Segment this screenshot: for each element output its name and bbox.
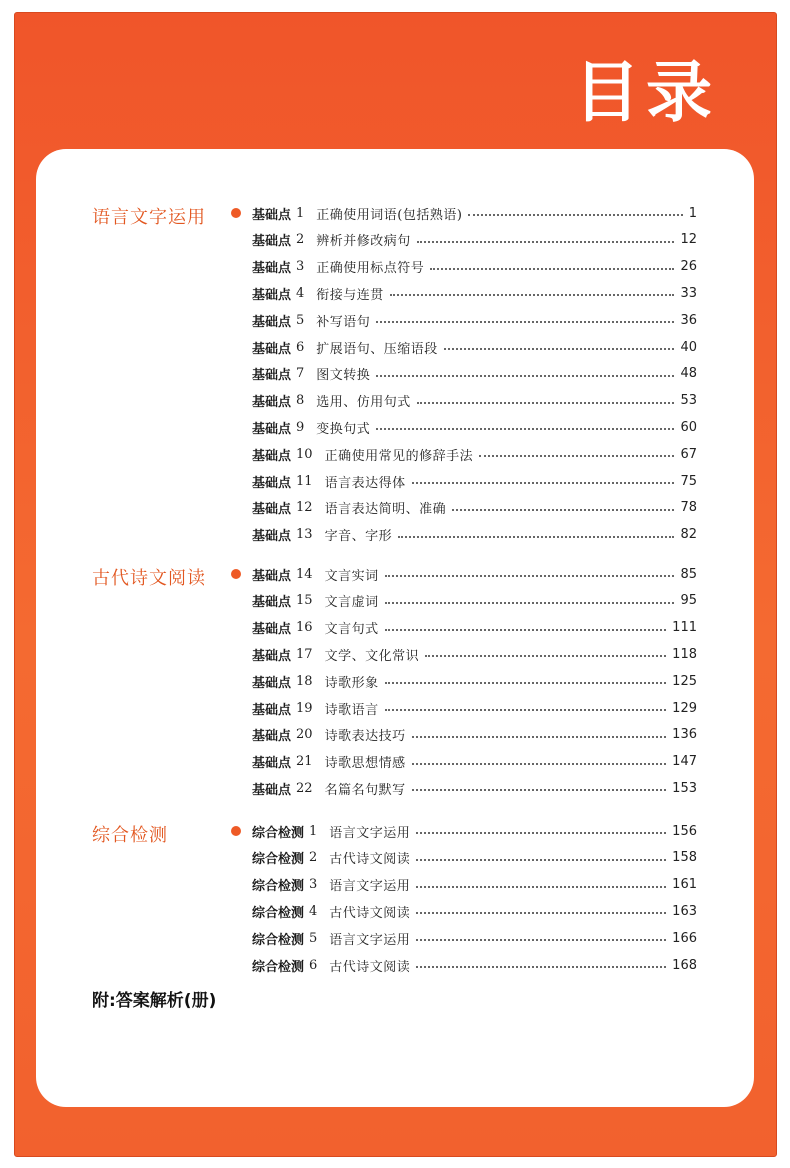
entry-title: 补写语句 bbox=[316, 314, 371, 330]
toc-entry[interactable] bbox=[252, 416, 697, 438]
entry-label: 基础点 bbox=[252, 702, 292, 718]
entry-page: 53 bbox=[680, 393, 697, 409]
entry-label: 基础点 bbox=[252, 568, 292, 584]
section-title: 古代诗文阅读 bbox=[92, 568, 206, 589]
entry-page: 168 bbox=[672, 957, 697, 973]
toc-entry[interactable] bbox=[252, 820, 697, 842]
entry-label: 基础点 bbox=[252, 395, 292, 411]
toc-entry[interactable] bbox=[252, 229, 697, 251]
entry-title: 辨析并修改病句 bbox=[316, 234, 411, 250]
entry-title: 正确使用词语(包括熟语) bbox=[316, 207, 463, 223]
entry-number: 18 bbox=[296, 673, 313, 689]
entry-title: 字音、字形 bbox=[324, 529, 393, 545]
entry-number: 17 bbox=[296, 646, 313, 662]
entry-label: 综合检测 bbox=[252, 959, 305, 975]
entry-page: 161 bbox=[672, 877, 697, 893]
leader-dots bbox=[444, 348, 675, 350]
entry-number: 3 bbox=[296, 259, 305, 275]
entry-label: 基础点 bbox=[252, 421, 292, 437]
toc-entry[interactable] bbox=[252, 874, 697, 896]
entry-title: 正确使用标点符号 bbox=[316, 261, 425, 277]
leader-dots bbox=[412, 789, 667, 791]
toc-entry[interactable] bbox=[252, 724, 697, 746]
toc-entry[interactable] bbox=[252, 954, 697, 976]
leader-dots bbox=[385, 682, 667, 684]
leader-dots bbox=[412, 736, 667, 738]
entry-title: 扩展语句、压缩语段 bbox=[316, 341, 438, 357]
entry-title: 文言虚词 bbox=[324, 595, 379, 611]
entry-number: 1 bbox=[296, 205, 305, 221]
leader-dots bbox=[416, 832, 666, 834]
toc-entry[interactable] bbox=[252, 497, 697, 519]
entry-number: 21 bbox=[296, 754, 313, 770]
leader-dots bbox=[416, 886, 666, 888]
entry-page: 36 bbox=[680, 312, 697, 328]
entry-label: 基础点 bbox=[252, 234, 292, 250]
entry-label: 基础点 bbox=[252, 648, 292, 664]
leader-dots bbox=[416, 966, 666, 968]
entry-label: 综合检测 bbox=[252, 879, 305, 895]
toc-entry[interactable] bbox=[252, 590, 697, 612]
entry-title: 古代诗文阅读 bbox=[329, 905, 411, 921]
toc-entry[interactable] bbox=[252, 390, 697, 412]
entry-title: 文言句式 bbox=[324, 622, 379, 638]
entry-title: 语言文字运用 bbox=[329, 879, 411, 895]
entry-label: 基础点 bbox=[252, 207, 292, 223]
entry-label: 综合检测 bbox=[252, 932, 305, 948]
entry-label: 基础点 bbox=[252, 341, 292, 357]
leader-dots bbox=[398, 536, 674, 538]
entry-label: 基础点 bbox=[252, 261, 292, 277]
entry-number: 19 bbox=[296, 700, 313, 716]
entry-page: 158 bbox=[672, 850, 697, 866]
entry-label: 基础点 bbox=[252, 622, 292, 638]
leader-dots bbox=[425, 655, 666, 657]
entry-number: 5 bbox=[296, 312, 305, 328]
entry-page: 78 bbox=[680, 500, 697, 516]
entry-page: 153 bbox=[672, 780, 697, 796]
entry-number: 8 bbox=[296, 393, 305, 409]
entry-label: 基础点 bbox=[252, 529, 292, 545]
entry-page: 40 bbox=[680, 339, 697, 355]
page-title: 目录 bbox=[574, 54, 718, 131]
entry-page: 125 bbox=[672, 673, 697, 689]
entry-title: 诗歌思想情感 bbox=[324, 756, 406, 772]
leader-dots bbox=[416, 859, 666, 861]
entry-label: 综合检测 bbox=[252, 852, 305, 868]
toc-entry[interactable] bbox=[252, 751, 697, 773]
entry-page: 111 bbox=[672, 620, 697, 636]
toc-entry[interactable] bbox=[252, 256, 697, 278]
entry-page: 85 bbox=[680, 566, 697, 582]
entry-title: 语言文字运用 bbox=[329, 932, 411, 948]
entry-label: 基础点 bbox=[252, 782, 292, 798]
entry-number: 7 bbox=[296, 366, 305, 382]
entry-label: 基础点 bbox=[252, 729, 292, 745]
toc-entry[interactable] bbox=[252, 336, 697, 358]
entry-number: 2 bbox=[296, 232, 305, 248]
toc-entry[interactable] bbox=[252, 363, 697, 385]
entry-title: 选用、仿用句式 bbox=[316, 395, 411, 411]
entry-page: 48 bbox=[680, 366, 697, 382]
entry-label: 基础点 bbox=[252, 502, 292, 518]
entry-page: 12 bbox=[680, 232, 697, 248]
entry-title: 诗歌语言 bbox=[324, 702, 379, 718]
entry-label: 基础点 bbox=[252, 756, 292, 772]
leader-dots bbox=[376, 428, 674, 430]
entry-title: 古代诗文阅读 bbox=[329, 959, 411, 975]
entry-page: 136 bbox=[672, 727, 697, 743]
leader-dots bbox=[479, 455, 674, 457]
leader-dots bbox=[385, 629, 667, 631]
entry-number: 4 bbox=[309, 903, 318, 919]
leader-dots bbox=[468, 214, 682, 216]
leader-dots bbox=[430, 268, 674, 270]
entry-page: 118 bbox=[672, 646, 697, 662]
appendix-note: 附:答案解析(册) bbox=[92, 991, 217, 1011]
entry-number: 5 bbox=[309, 930, 318, 946]
leader-dots bbox=[385, 575, 675, 577]
entry-page: 129 bbox=[672, 700, 697, 716]
entry-page: 75 bbox=[680, 473, 697, 489]
entry-page: 82 bbox=[680, 527, 697, 543]
entry-title: 古代诗文阅读 bbox=[329, 852, 411, 868]
leader-dots bbox=[376, 375, 674, 377]
entry-page: 147 bbox=[672, 754, 697, 770]
leader-dots bbox=[416, 912, 666, 914]
entry-number: 14 bbox=[296, 566, 313, 582]
section-bullet-icon bbox=[231, 569, 241, 579]
leader-dots bbox=[416, 939, 666, 941]
entry-title: 语言表达简明、准确 bbox=[324, 502, 447, 518]
section-title: 综合检测 bbox=[92, 825, 168, 846]
entry-number: 9 bbox=[296, 419, 305, 435]
toc-entry[interactable] bbox=[252, 900, 697, 922]
entry-title: 诗歌表达技巧 bbox=[324, 729, 406, 745]
entry-label: 基础点 bbox=[252, 368, 292, 384]
entry-title: 衔接与连贯 bbox=[316, 287, 384, 303]
toc-entry[interactable] bbox=[252, 643, 697, 665]
entry-page: 33 bbox=[680, 285, 697, 301]
toc-entry[interactable] bbox=[252, 470, 697, 492]
section-bullet-icon bbox=[231, 826, 241, 836]
entry-page: 1 bbox=[688, 205, 697, 221]
entry-title: 正确使用常见的修辞手法 bbox=[324, 448, 474, 464]
entry-number: 3 bbox=[309, 877, 318, 893]
entry-label: 基础点 bbox=[252, 314, 292, 330]
entry-page: 26 bbox=[680, 259, 697, 275]
toc-entry[interactable] bbox=[252, 202, 697, 224]
entry-label: 综合检测 bbox=[252, 825, 305, 841]
entry-page: 95 bbox=[680, 593, 697, 609]
entry-label: 基础点 bbox=[252, 287, 292, 303]
entry-label: 基础点 bbox=[252, 675, 292, 691]
toc-entry[interactable] bbox=[252, 309, 697, 331]
entry-number: 22 bbox=[296, 780, 313, 796]
entry-number: 12 bbox=[296, 500, 313, 516]
entry-number: 16 bbox=[296, 620, 313, 636]
entry-title: 诗歌形象 bbox=[324, 675, 379, 691]
entry-label: 基础点 bbox=[252, 475, 292, 491]
leader-dots bbox=[412, 763, 667, 765]
entry-label: 基础点 bbox=[252, 448, 292, 464]
toc-entry[interactable] bbox=[252, 524, 697, 546]
entry-number: 15 bbox=[296, 593, 313, 609]
entry-title: 名篇名句默写 bbox=[324, 782, 406, 798]
entry-number: 13 bbox=[296, 527, 313, 543]
toc-entry[interactable] bbox=[252, 617, 697, 639]
toc-entry[interactable] bbox=[252, 670, 697, 692]
toc-entry[interactable] bbox=[252, 777, 697, 799]
entry-number: 10 bbox=[296, 446, 313, 462]
entry-number: 6 bbox=[296, 339, 305, 355]
entry-title: 图文转换 bbox=[316, 368, 371, 384]
section-bullet-icon bbox=[231, 208, 241, 218]
entry-page: 156 bbox=[672, 823, 697, 839]
entry-number: 20 bbox=[296, 727, 313, 743]
entry-number: 11 bbox=[296, 473, 313, 489]
leader-dots bbox=[412, 482, 675, 484]
leader-dots bbox=[376, 321, 674, 323]
entry-label: 综合检测 bbox=[252, 905, 305, 921]
entry-title: 变换句式 bbox=[316, 421, 371, 437]
entry-label: 基础点 bbox=[252, 595, 292, 611]
entry-number: 1 bbox=[309, 823, 318, 839]
toc-entry[interactable] bbox=[252, 847, 697, 869]
entry-title: 文言实词 bbox=[324, 568, 379, 584]
entry-title: 文学、文化常识 bbox=[324, 648, 420, 664]
entry-number: 2 bbox=[309, 850, 318, 866]
leader-dots bbox=[452, 509, 674, 511]
entry-number: 4 bbox=[296, 285, 305, 301]
leader-dots bbox=[385, 602, 675, 604]
toc-entry[interactable] bbox=[252, 282, 697, 304]
toc-entry[interactable] bbox=[252, 563, 697, 585]
toc-entry[interactable] bbox=[252, 443, 697, 465]
entry-page: 163 bbox=[672, 903, 697, 919]
entry-page: 60 bbox=[680, 419, 697, 435]
toc-entry[interactable] bbox=[252, 697, 697, 719]
entry-page: 166 bbox=[672, 930, 697, 946]
entry-title: 语言文字运用 bbox=[329, 825, 411, 841]
leader-dots bbox=[417, 241, 675, 243]
entry-number: 6 bbox=[309, 957, 318, 973]
entry-title: 语言表达得体 bbox=[324, 475, 406, 491]
leader-dots bbox=[385, 709, 667, 711]
section-title: 语言文字运用 bbox=[92, 207, 206, 228]
leader-dots bbox=[417, 402, 675, 404]
leader-dots bbox=[390, 294, 675, 296]
toc-entry[interactable] bbox=[252, 927, 697, 949]
entry-page: 67 bbox=[680, 446, 697, 462]
